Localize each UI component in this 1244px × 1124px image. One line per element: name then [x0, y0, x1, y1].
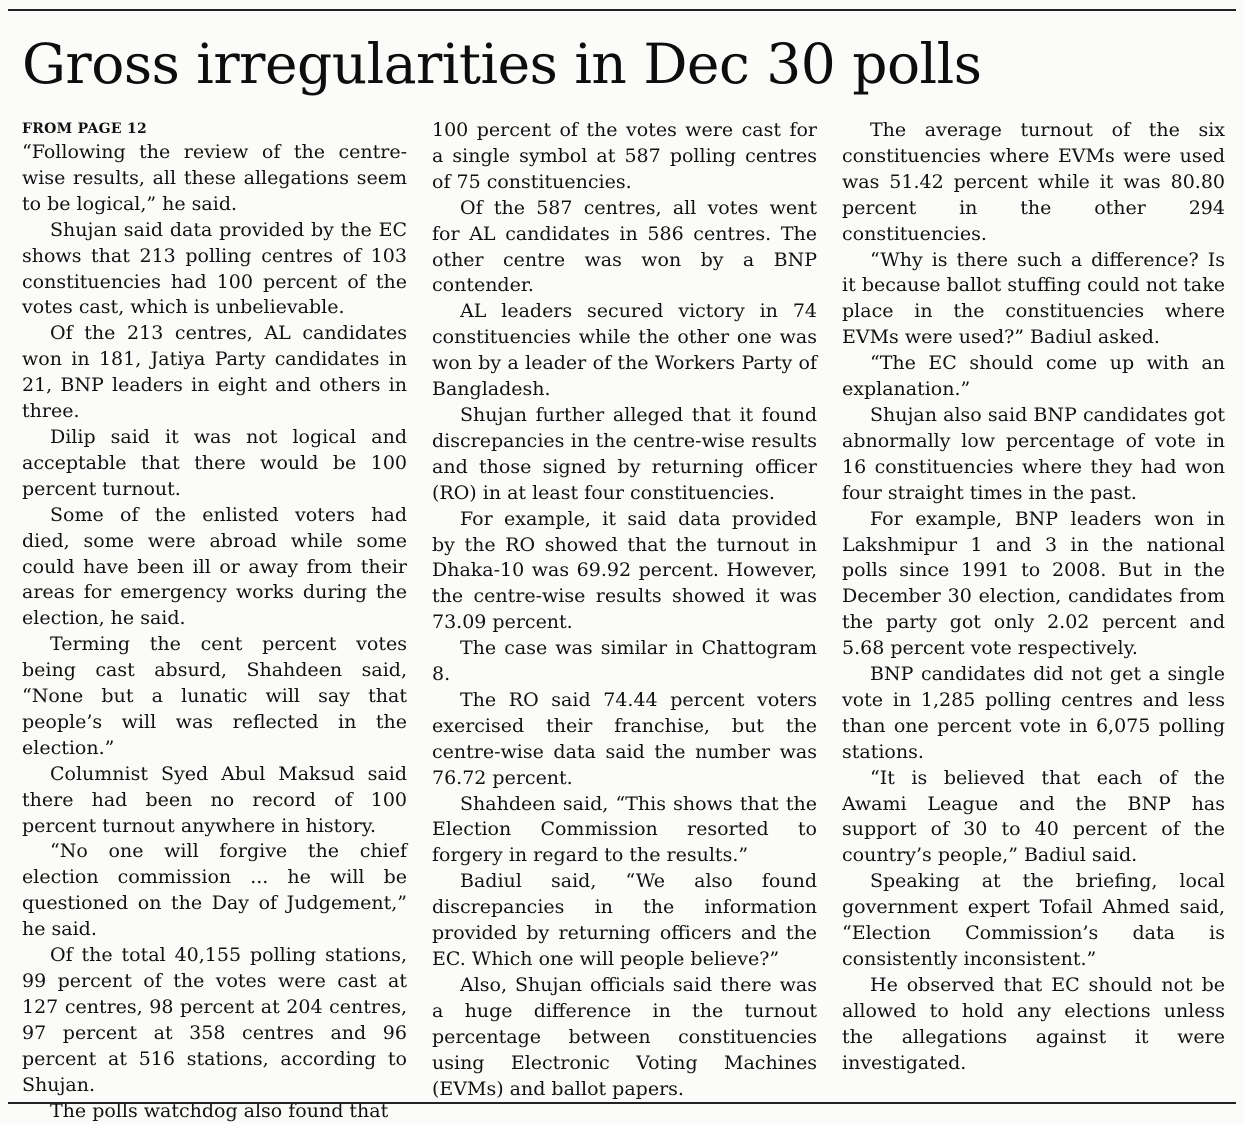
jump-line: FROM PAGE 12	[22, 121, 148, 137]
paragraph: AL leaders secured victory in 74 constituencies while the other one was won by a leader of the Workers Party of Bangladesh.	[432, 300, 817, 401]
bottom-rule	[8, 1102, 1236, 1104]
paragraph: “No one will forgive the chief election commission ... he will be questioned on the Day of Judgement,” he said.	[22, 840, 407, 941]
paragraph: He observed that EC should not be allowed to hold any elections unless the allegations against it were investigated.	[842, 973, 1225, 1074]
paragraph: The RO said 74.44 percent voters exercised their franchise, but the centre-wise data said the number was 76.72 percent.	[432, 688, 817, 789]
paragraph: “It is believed that each of the Awami League and the BNP has support of 30 to 40 percent of the country’s people,” Badiul said.	[842, 766, 1225, 867]
paragraph: Badiul said, “We also found discrepancies in the information provided by returning officers and the EC. Which one will people believe?”	[432, 870, 817, 970]
paragraph: Of the total 40,155 polling stations, 99 percent of the votes were cast at 127 centres, 98 percent at 204 centres, 97 percent at 358 centres and 96 percent at 516 stations, according to Shujan.	[22, 944, 407, 1096]
paragraph: Dilip said it was not logical and acceptable that there would be 100 percent turnout.	[22, 425, 407, 500]
paragraph: Shahdeen said, “This shows that the Election Commission resorted to forgery in regard to the results.”	[432, 792, 817, 867]
paragraph: BNP candidates did not get a single vote in 1,285 polling centres and less than one percent vote in 6,075 polling stations.	[842, 663, 1225, 763]
paragraph: Shujan said data provided by the EC shows that 213 polling centres of 103 constituencies had 100 percent of the votes cast, which is unbelievable.	[22, 218, 407, 319]
headline: Gross irregularities in Dec 30 polls	[22, 32, 982, 96]
paragraph: Also, Shujan officials said there was a huge difference in the turnout percentage between constituencies using Electronic Voting Machines (EVMs) and ballot papers.	[432, 973, 817, 1100]
column-2	[432, 118, 817, 1100]
paragraph: The case was similar in Chattogram 8.	[432, 637, 817, 686]
top-rule	[8, 9, 1236, 11]
paragraph: For example, BNP leaders won in Lakshmipur 1 and 3 in the national polls since 1991 to 2008. But in the December 30 election, candidates from the party got only 2.02 percent and 5.68 percent vote respectively.	[842, 507, 1225, 660]
paragraph: Speaking at the briefing, local government expert Tofail Ahmed said, “Election Commission’s data is consistently inconsistent.”	[842, 870, 1225, 970]
paragraph: “Why is there such a difference? Is it because ballot stuffing could not take place in the constituencies where EVMs were used?” Badiul asked.	[842, 248, 1225, 349]
paragraph: Of the 587 centres, all votes went for AL candidates in 586 centres. The other centre was won by a BNP contender.	[432, 196, 817, 297]
paragraph: Columnist Syed Abul Maksud said there had been no record of 100 percent turnout anywhere in history.	[22, 762, 407, 837]
paragraph: Shujan also said BNP candidates got abnormally low percentage of vote in 16 constituencies where they had won four straight times in the past.	[842, 403, 1225, 504]
column-1	[22, 118, 407, 1122]
paragraph: Some of the enlisted voters had died, some were abroad while some could have been ill or away from their areas for emergency works during the election, he said.	[22, 503, 407, 630]
paragraph: “Following the review of the centre-wise results, all these allegations seem to be logical,” he said.	[22, 141, 407, 215]
paragraph: Terming the cent percent votes being cast absurd, Shahdeen said, “None but a lunatic will say that people’s will was reflected in the election.”	[22, 633, 407, 759]
paragraph: The average turnout of the six constituencies where EVMs were used was 51.42 percent while it was 80.80 percent in the other 294 constituencies.	[842, 119, 1225, 245]
paragraph: Of the 213 centres, AL candidates won in 181, Jatiya Party candidates in 21, BNP leaders in eight and others in three.	[22, 322, 407, 423]
paragraph: 100 percent of the votes were cast for a single symbol at 587 polling centres of 75 constituencies.	[432, 119, 817, 193]
column-3	[842, 118, 1225, 1088]
paragraph: “The EC should come up with an explanation.”	[842, 352, 1225, 401]
paragraph: The polls watchdog also found that	[50, 1099, 389, 1122]
paragraph: Shujan further alleged that it found discrepancies in the centre-wise results and those signed by returning officer (RO) in at least four constituencies.	[432, 403, 817, 504]
paragraph: For example, it said data provided by the RO showed that the turnout in Dhaka-10 was 69.92 percent. However, the centre-wise results showed it was 73.09 percent.	[432, 507, 817, 634]
